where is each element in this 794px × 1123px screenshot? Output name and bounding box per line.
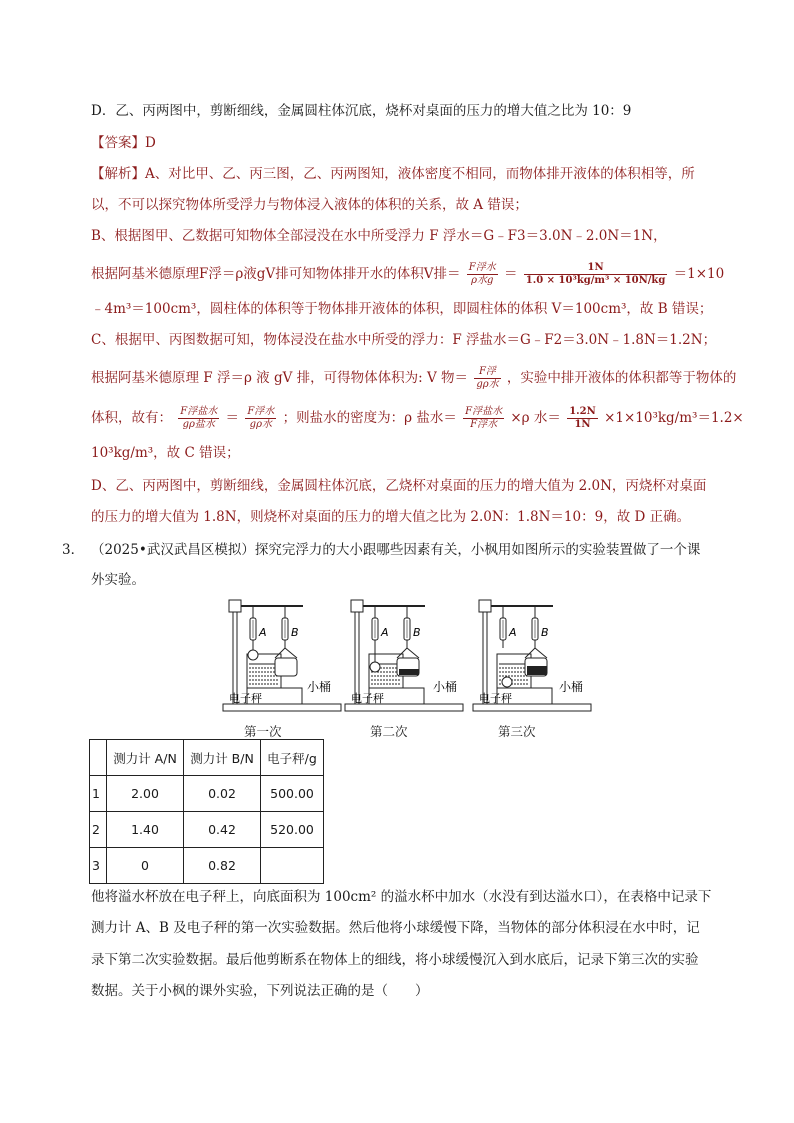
- bucket-label-2: 小桶: [433, 680, 458, 694]
- fraction-salt: [178, 406, 219, 431]
- scale-label-3: 电子秤: [479, 692, 512, 705]
- fraction-numerator: F浮水: [247, 406, 275, 417]
- answer-tag: 【答案】D: [91, 135, 156, 151]
- fraction-numerator: F浮水: [468, 262, 496, 273]
- analysis-line-8-mid2: ×ρ 水＝: [510, 410, 561, 426]
- analysis-line-7-tail: ，实验中排开液体的体积都等于物体的: [506, 370, 737, 386]
- data-table: [89, 739, 324, 884]
- table-row: [90, 812, 324, 848]
- analysis-line-4-text: 根据阿基米德原理F浮＝ρ液gV排可知物体排开水的体积V排＝: [91, 266, 461, 282]
- table-header-row: [90, 740, 324, 776]
- equals-sign: ＝: [504, 266, 518, 282]
- fraction-denominator: ρ水g: [471, 275, 494, 286]
- analysis-line-9: 10³kg/m³，故 C 错误；: [91, 445, 240, 461]
- analysis-line-7-text: 根据阿基米德原理 F 浮＝ρ 液 gV 排，可得物体体积为: V 物＝: [91, 370, 469, 386]
- fraction-volume-calc: [524, 262, 668, 287]
- analysis-line-5: ﹣4m³＝100cm³，圆柱体的体积等于物体排开液体的体积，即圆柱体的体积 V＝100cm³，故 B 错误；: [91, 301, 713, 317]
- fraction-numbers: [567, 406, 598, 431]
- label-b-3: B: [541, 626, 549, 639]
- fraction-denominator: 1.0 × 10³kg/m³ × 10N/kg: [525, 275, 666, 286]
- analysis-line-4: [91, 262, 724, 287]
- table-header-cell: 电子秤/g: [261, 740, 324, 776]
- scale-label-2: 电子秤: [351, 692, 384, 705]
- label-b-2: B: [413, 626, 421, 639]
- table-cell: 3: [90, 848, 107, 884]
- table-cell: 500.00: [261, 776, 324, 812]
- table-cell: 2.00: [107, 776, 184, 812]
- question-paragraph-4: 数据。关于小枫的课外实验，下列说法正确的是（ ）: [91, 983, 429, 999]
- table-cell: 1: [90, 776, 107, 812]
- fraction-numerator: 1N: [524, 262, 668, 275]
- fraction-denominator: gρ水: [476, 379, 499, 390]
- analysis-line-11: 的压力的增大值为 1.8N，则烧杯对桌面的压力的增大值之比为 2.0N：1.8N＝10：9，故 D 正确。: [91, 509, 691, 525]
- question-paragraph-2: 测力计 A、B 及电子秤的第一次实验数据。然后他将小球缓慢下降，当物体的部分体积浸在水中时，记: [91, 920, 700, 936]
- label-a-3: A: [509, 626, 517, 639]
- question-number: 3．: [62, 542, 85, 558]
- table-row: [90, 848, 324, 884]
- table-header-cell: 测力计 A/N: [107, 740, 184, 776]
- analysis-line-7: [91, 366, 736, 391]
- table-cell: 1.40: [107, 812, 184, 848]
- question-paragraph-3: 录下第二次实验数据。最后他剪断系在物体上的细线，将小球缓慢沉入到水底后，记录下第三次的实验: [91, 952, 699, 968]
- fraction-denominator: F浮水: [470, 419, 498, 430]
- analysis-line-2: 以，不可以探究物体所受浮力与物体浸入液体的体积的关系，故 A 错误；: [91, 197, 528, 213]
- table-row: [90, 776, 324, 812]
- fraction-denominator: 1N: [574, 419, 591, 430]
- question-line-1: （2025•武汉武昌区模拟）探究完浮力的大小跟哪些因素有关，小枫用如图所示的实验装置做了一个课: [91, 542, 701, 558]
- table-cell: 2: [90, 812, 107, 848]
- analysis-line-1: 【解析】A、对比甲、乙、丙三图，乙、丙两图知，液体密度不相同，而物体排开液体的体积相等，所: [91, 166, 695, 182]
- fraction-numerator: F浮: [474, 366, 500, 379]
- option-d: D．乙、丙两图中，剪断细线，金属圆柱体沉底，烧杯对桌面的压力的增大值之比为 10：9: [91, 103, 632, 119]
- table-cell: 0.42: [184, 812, 261, 848]
- fraction-volume: [474, 366, 500, 391]
- fraction-denominator: gρ水: [249, 419, 272, 430]
- question-line-2: 外实验。: [91, 572, 145, 588]
- equals-sign: ＝: [225, 410, 240, 426]
- analysis-line-8-tail: ×1×10³kg/m³＝1.2×: [604, 410, 744, 426]
- caption-first: 第一次: [244, 724, 282, 739]
- table-cell: [261, 848, 324, 884]
- fraction-numerator: F浮盐水: [465, 406, 503, 417]
- fraction-ratio: [463, 406, 504, 431]
- table-cell: 0: [107, 848, 184, 884]
- fraction-f-over-rho-g: [467, 262, 498, 287]
- bucket-label-1: 小桶: [307, 680, 332, 694]
- scale-label-1: 电子秤: [229, 692, 262, 705]
- caption-third: 第三次: [498, 724, 536, 739]
- analysis-line-4-result: ＝1×10: [673, 266, 725, 282]
- question-paragraph-1: 他将溢水杯放在电子秤上，向底面积为 100cm² 的溢水杯中加水（水没有到达溢水口），在表格中记录下: [91, 889, 712, 905]
- fraction-numerator: F浮盐水: [180, 406, 218, 417]
- bucket-label-3: 小桶: [559, 680, 584, 694]
- fraction-denominator: gρ盐水: [182, 419, 215, 430]
- analysis-line-8: [91, 406, 744, 431]
- label-a-2: A: [381, 626, 389, 639]
- table-cell: 0.02: [184, 776, 261, 812]
- label-a-1: A: [259, 626, 267, 639]
- label-b-1: B: [291, 626, 299, 639]
- fraction-water: [245, 406, 276, 431]
- experiment-figure: [215, 592, 595, 737]
- table-header-cell: [90, 740, 107, 776]
- fraction-numerator: 1.2N: [569, 406, 596, 417]
- analysis-line-6: C、根据甲、丙图数据可知，物体浸没在盐水中所受的浮力：F 浮盐水＝G﹣F2＝3.0N﹣1.8N＝1.2N；: [91, 332, 717, 348]
- table-header-cell: 测力计 B/N: [184, 740, 261, 776]
- analysis-line-3: B、根据图甲、乙数据可知物体全部浸没在水中所受浮力 F 浮水＝G﹣F3＝3.0N﹣2.0N＝1N，: [91, 228, 667, 244]
- analysis-line-8-mid: ；则盐水的密度为：ρ 盐水＝: [282, 410, 457, 426]
- table-cell: 0.82: [184, 848, 261, 884]
- analysis-line-10: D、乙、丙两图中，剪断细线，金属圆柱体沉底，乙烧杯对桌面的压力的增大值为 2.0N，丙烧杯对桌面: [91, 478, 707, 494]
- table-cell: 520.00: [261, 812, 324, 848]
- analysis-line-8-text: 体积，故有：: [91, 410, 172, 426]
- caption-second: 第二次: [370, 724, 408, 739]
